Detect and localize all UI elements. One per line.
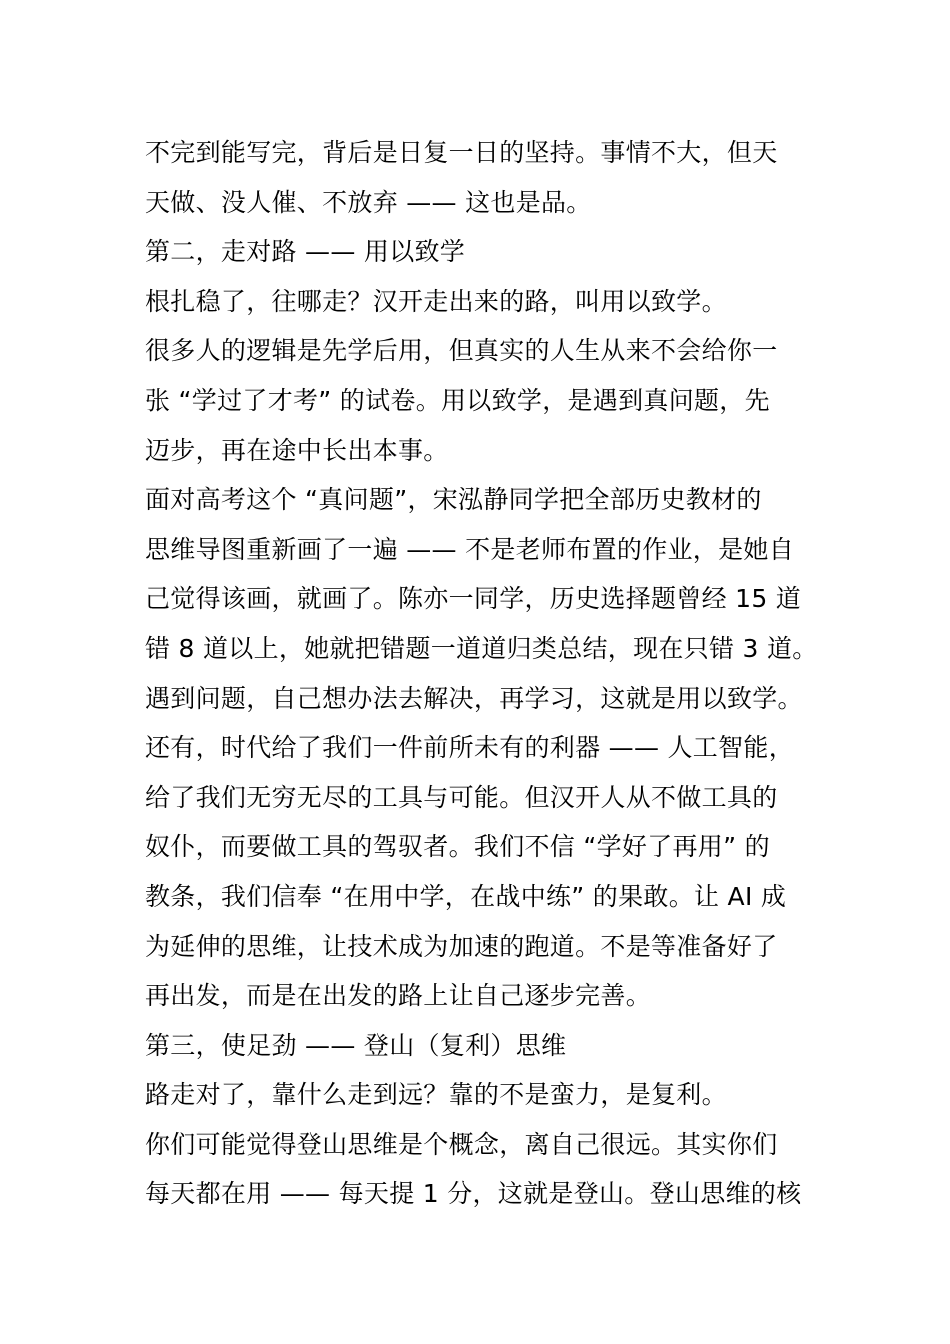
text-line: 奴仆，而要做工具的驾驭者。我们不信 “学好了再用” 的 — [145, 832, 770, 862]
text-line: 错 8 道以上，她就把错题一道道归类总结，现在只错 3 道。 — [145, 633, 818, 663]
text-line: 每天都在用 —— 每天提 1 分，这就是登山。登山思维的核 — [145, 1179, 802, 1209]
text-line: 很多人的逻辑是先学后用，但真实的人生从来不会给你一 — [145, 336, 778, 366]
text-line: 给了我们无穷无尽的工具与可能。但汉开人从不做工具的 — [145, 782, 778, 812]
text-line: 迈步，再在途中长出本事。 — [145, 435, 449, 465]
text-line: 思维导图重新画了一遍 —— 不是老师布置的作业，是她自 — [145, 534, 794, 564]
body-text — [145, 128, 845, 1219]
text-line: 遇到问题，自己想办法去解决，再学习，这就是用以致学。 — [145, 683, 803, 713]
text-line: 还有，时代给了我们一件前所未有的利器 —— 人工智能， — [145, 733, 794, 763]
text-line: 路走对了，靠什么走到远？靠的不是蛮力，是复利。 — [145, 1080, 727, 1110]
text-line: 教条，我们信奉 “在用中学，在战中练” 的果敢。让 AI 成 — [145, 881, 787, 911]
text-line: 根扎稳了，往哪走？汉开走出来的路，叫用以致学。 — [145, 286, 727, 316]
text-line: 张 “学过了才考” 的试卷。用以致学，是遇到真问题，先 — [145, 385, 770, 415]
text-line: 面对高考这个 “真问题”，宋泓静同学把全部历史教材的 — [145, 485, 762, 515]
text-line: 己觉得该画，就画了。陈亦一同学，历史选择题曾经 15 道 — [145, 584, 802, 614]
text-line: 你们可能觉得登山思维是个概念，离自己很远。其实你们 — [145, 1129, 778, 1159]
section-heading: 第三，使足劲 —— 登山（复利）思维 — [145, 1030, 567, 1060]
text-line: 再出发，而是在出发的路上让自己逐步完善。 — [145, 981, 652, 1011]
text-line: 天做、没人催、不放弃 —— 这也是品。 — [145, 187, 592, 217]
text-line: 为延伸的思维，让技术成为加速的跑道。不是等准备好了 — [145, 931, 778, 961]
text-line: 不完到能写完，背后是日复一日的坚持。事情不大，但天 — [145, 138, 778, 167]
section-heading: 第二，走对路 —— 用以致学 — [145, 237, 466, 267]
